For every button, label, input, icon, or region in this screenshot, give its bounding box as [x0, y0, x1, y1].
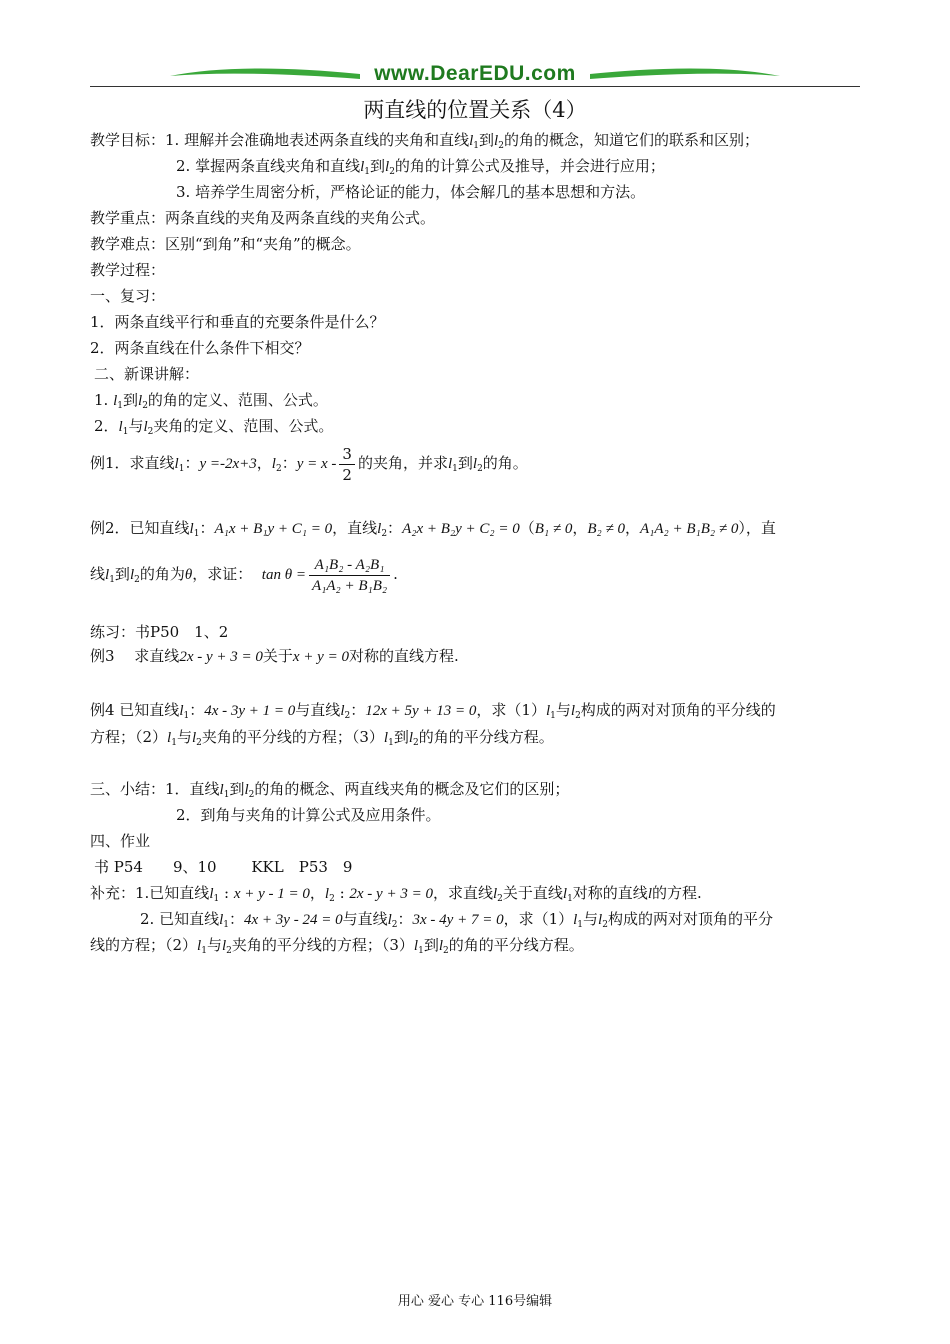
example-3: 例3 求直线2x - y + 3 = 0关于x + y = 0对称的直线方程. [90, 647, 459, 665]
site-url[interactable]: www.DearEDU.com [374, 62, 576, 85]
header-banner [90, 60, 860, 88]
review-q2: 2．两条直线在什么条件下相交？ [90, 339, 310, 357]
example-2-line-1: 例2．已知直线$l_1$：A₁x + B₁y + C₁ = 0，直线$l_2$：A₂x + B₂y + C₂ = 0（B₁ ≠ 0，B₂ ≠ 0，A₁A₂ + B₁B₂ ≠ 0），直 [90, 519, 776, 539]
example-4-line-2: 方程；$(2)l_1$与$l_2$夹角的平分线的方程；$(3)l_1$到$l_2$的角的平分线方程。 [90, 728, 554, 748]
example-2-line-2: 线$l_1$到$l_2$的角为θ，求证： tan θ = $\frac{\text{A₁B₂ - A₂B₁}}{\text{A₁A₂ + B₁B₂}}$ . [90, 556, 398, 594]
objective-line-2: 2. 掌握两条直线夹角和直线$l_1$到$l_2$的角的计算公式及推导，并会进行应用； [176, 157, 665, 177]
difficulty: 教学难点：区别“到角”和“夹角”的概念。 [90, 235, 361, 253]
key-point: 教学重点：两条直线的夹角及两条直线的夹角公式。 [90, 209, 436, 227]
summary-line-1: 三、小结：1．直线$l_1$到$l_2$的角的概念、两直线夹角的概念及它们的区别； [90, 780, 570, 800]
review-heading: 一、复习： [90, 287, 166, 305]
new-item-1: 1. $l_1$到$l_2$的角的定义、范围、公式。 [94, 391, 328, 411]
summary-line-2: 2．到角与夹角的计算公式及应用条件。 [176, 806, 441, 824]
page-title: 两直线的位置关系（4） [363, 98, 587, 122]
homework-items: 书 P54 9、10 KKL P53 9 [94, 858, 353, 876]
review-q1: 1．两条直线平行和垂直的充要条件是什么？ [90, 313, 385, 331]
example-1: 例1．求直线$l_1$：y =-2x+3，$l_2$：y = x - $\frac{3}{2}$ 的夹角，并求$l_1$到$l_2$的角。 [90, 444, 528, 484]
process-heading: 教学过程： [90, 261, 166, 279]
objective-line-1: 教学目标：1. 理解并会准确地表述两条直线的夹角和直线$l_1$到$l_2$的角的概念，知道它们的联系和区别； [90, 131, 759, 151]
supplement-1: 补充：1.已知直线$l_1$ : x + y - 1 = 0，$l_2$ : 2x - y + 3 = 0，求直线$l_2$关于直线$l_1$对称的直线l的方程. [90, 884, 702, 904]
page-footer: 用心 爱心 专心 116号编辑 [397, 1294, 553, 1309]
example-4-line-1: 例4 已知直线$l_1$：4x - 3y + 1 = 0与直线$l_2$：12x + 5y + 13 = 0，求$(1)l_1$与$l_2$构成的两对对顶角的平分线的 [90, 701, 776, 721]
practice: 练习：书P50 1、2 [90, 623, 229, 641]
tan-formula: $\frac{\text{A₁B₂ - A₂B₁}}{\text{A₁A₂ + B₁B₂}}$ [309, 555, 390, 596]
header-rule [90, 86, 860, 87]
fraction: $\frac{3}{2}$ [339, 444, 355, 485]
objective-line-3: 3. 培养学生周密分析，严格论证的能力，体会解几的基本思想和方法。 [176, 183, 646, 201]
new-heading: 二、新课讲解： [94, 365, 200, 383]
new-item-2: 2．$l_1$与$l_2$夹角的定义、范围、公式。 [94, 417, 334, 437]
supplement-2-line-2: 线的方程；$(2)l_1$与$l_2$夹角的平分线的方程；$(3)l_1$到$l_2$的角的平分线方程。 [90, 936, 584, 956]
supplement-2-line-1: 2. 已知直线$l_1$：4x + 3y - 24 = 0与直线$l_2$：3x - 4y + 7 = 0，求$(1)l_1$与$l_2$构成的两对对顶角的平分 [140, 910, 773, 930]
objective-label: 教学目标： [90, 131, 166, 149]
homework-heading: 四、作业 [90, 832, 151, 850]
